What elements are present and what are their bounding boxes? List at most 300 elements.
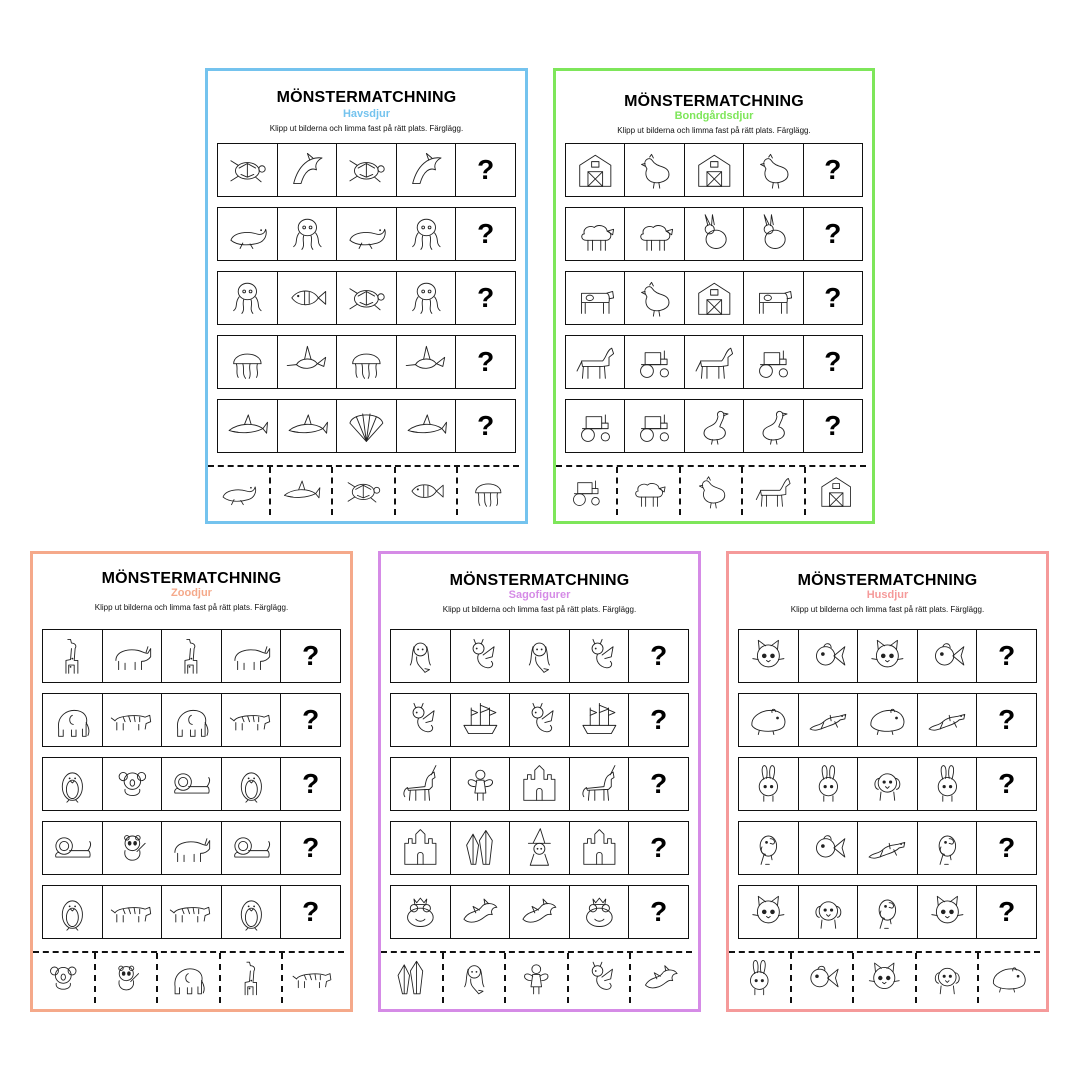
mermaid-icon xyxy=(513,633,566,679)
pirate-ship-icon xyxy=(454,697,507,743)
lion-icon xyxy=(225,825,278,871)
pattern-cell xyxy=(391,822,451,874)
pattern-cell xyxy=(570,630,630,682)
cutout-piece[interactable] xyxy=(444,953,507,1003)
worksheet-subtitle: Bondgårdsdjur xyxy=(674,110,754,122)
jellyfish-icon xyxy=(340,339,393,385)
cutout-piece[interactable] xyxy=(917,953,980,1003)
cutout-row xyxy=(381,951,692,1003)
cutout-piece[interactable] xyxy=(283,953,344,1003)
parrot-icon xyxy=(861,889,914,935)
elephant-icon xyxy=(161,956,216,1000)
hen-icon xyxy=(684,470,738,512)
pattern-cell xyxy=(218,144,278,196)
shark-icon xyxy=(274,470,329,512)
question-mark: ? xyxy=(998,832,1016,863)
pattern-cell xyxy=(162,758,222,810)
pattern-cell xyxy=(685,208,744,260)
cutout-piece[interactable] xyxy=(506,953,569,1003)
answer-cell[interactable] xyxy=(804,336,862,388)
mermaid-icon xyxy=(394,633,447,679)
pattern-cell xyxy=(391,758,451,810)
answer-cell[interactable] xyxy=(456,208,515,260)
guinea-pig-icon xyxy=(861,697,914,743)
pattern-cell xyxy=(103,886,163,938)
bunny-icon xyxy=(921,761,974,807)
cutout-piece[interactable] xyxy=(681,467,743,515)
pattern-cell xyxy=(391,886,451,938)
lizard-icon xyxy=(861,825,914,871)
pattern-cell xyxy=(739,758,799,810)
shark-icon xyxy=(400,403,453,449)
pattern-cell xyxy=(337,144,397,196)
answer-cell[interactable] xyxy=(977,630,1036,682)
penguin-icon xyxy=(46,761,99,807)
pattern-row xyxy=(390,693,689,747)
pattern-cell xyxy=(103,694,163,746)
pattern-cell xyxy=(566,272,625,324)
turtle-icon xyxy=(221,147,274,193)
crystal-icon xyxy=(384,956,439,1000)
worksheet-title: MÖNSTERMATCHNING xyxy=(276,89,457,106)
horse-icon xyxy=(746,470,800,512)
pattern-cell xyxy=(625,400,684,452)
pattern-cell xyxy=(218,400,278,452)
answer-cell[interactable] xyxy=(629,822,688,874)
seal-icon xyxy=(211,470,266,512)
kitten-icon xyxy=(857,956,912,1000)
turtle-icon xyxy=(340,275,393,321)
pattern-row xyxy=(738,885,1037,939)
answer-cell[interactable] xyxy=(281,694,340,746)
cutout-piece[interactable] xyxy=(569,953,632,1003)
pattern-cell xyxy=(739,822,799,874)
sheep-icon xyxy=(628,211,681,257)
mermaid-icon xyxy=(447,956,502,1000)
answer-cell[interactable] xyxy=(804,400,862,452)
dolphin-icon xyxy=(400,147,453,193)
bunny-icon xyxy=(732,956,787,1000)
pattern-cell xyxy=(918,822,978,874)
question-mark: ? xyxy=(998,768,1016,799)
worksheet-subtitle: Havsdjur xyxy=(342,108,391,120)
pattern-cell xyxy=(451,758,511,810)
cutout-piece[interactable] xyxy=(333,467,396,515)
pattern-cell xyxy=(510,758,570,810)
hen-icon xyxy=(628,147,681,193)
dragon-icon xyxy=(513,697,566,743)
cutout-piece[interactable] xyxy=(854,953,917,1003)
pattern-cell xyxy=(744,208,803,260)
puppy-icon xyxy=(802,889,855,935)
pattern-cell xyxy=(451,886,511,938)
answer-cell[interactable] xyxy=(977,758,1036,810)
pattern-cell xyxy=(625,336,684,388)
pattern-cell xyxy=(162,822,222,874)
dolphin-icon xyxy=(281,147,334,193)
shark-icon xyxy=(221,403,274,449)
tractor-icon xyxy=(628,403,681,449)
pattern-cell xyxy=(918,630,978,682)
pattern-cell xyxy=(451,694,511,746)
question-mark: ? xyxy=(998,704,1016,735)
answer-cell[interactable] xyxy=(977,822,1036,874)
pattern-cell xyxy=(685,272,744,324)
pirate-ship-icon xyxy=(573,697,626,743)
cutout-piece[interactable] xyxy=(618,467,680,515)
pattern-cell xyxy=(858,630,918,682)
guinea-pig-icon xyxy=(982,956,1037,1000)
pattern-cell xyxy=(218,208,278,260)
shell-icon xyxy=(340,403,393,449)
tractor-icon xyxy=(569,403,622,449)
barn-icon xyxy=(569,147,622,193)
pattern-cell xyxy=(739,630,799,682)
kitten-icon xyxy=(742,889,795,935)
pattern-cell xyxy=(278,208,338,260)
cutout-piece[interactable] xyxy=(556,467,618,515)
pattern-cell xyxy=(278,400,338,452)
giraffe-icon xyxy=(165,633,218,679)
pattern-cell xyxy=(799,758,859,810)
giraffe-icon xyxy=(224,956,279,1000)
jellyfish-icon xyxy=(461,470,516,512)
pattern-row xyxy=(42,693,341,747)
answer-cell[interactable] xyxy=(804,272,862,324)
question-mark: ? xyxy=(650,768,668,799)
answer-cell[interactable] xyxy=(804,144,862,196)
pattern-cell xyxy=(858,694,918,746)
cutout-piece[interactable] xyxy=(458,467,519,515)
question-mark: ? xyxy=(650,640,668,671)
pattern-cell xyxy=(391,630,451,682)
answer-cell[interactable] xyxy=(456,272,515,324)
pattern-cell xyxy=(397,336,457,388)
barn-icon xyxy=(688,275,741,321)
rhino-icon xyxy=(106,633,159,679)
castle-icon xyxy=(513,761,566,807)
question-mark: ? xyxy=(824,346,842,377)
answer-cell[interactable] xyxy=(804,208,862,260)
puppy-icon xyxy=(861,761,914,807)
answer-cell[interactable] xyxy=(977,886,1036,938)
worksheet-bondgardsdjur xyxy=(553,68,875,524)
pattern-row xyxy=(217,143,516,197)
pattern-cell xyxy=(451,822,511,874)
kitten-icon xyxy=(742,633,795,679)
pattern-cell xyxy=(858,758,918,810)
answer-cell[interactable] xyxy=(281,630,340,682)
cutout-piece[interactable] xyxy=(743,467,805,515)
octopus-icon xyxy=(221,275,274,321)
kitten-icon xyxy=(921,889,974,935)
answer-cell[interactable] xyxy=(281,758,340,810)
worksheet-title: MÖNSTERMATCHNING xyxy=(449,572,630,589)
pattern-cell xyxy=(397,272,457,324)
turtle-icon xyxy=(336,470,391,512)
pattern-cell xyxy=(510,822,570,874)
swordfish-icon xyxy=(281,339,334,385)
pattern-cell xyxy=(566,336,625,388)
cutout-row xyxy=(556,465,866,515)
pattern-row xyxy=(565,143,863,197)
answer-cell[interactable] xyxy=(281,822,340,874)
worksheet-title: MÖNSTERMATCHNING xyxy=(624,93,804,110)
pattern-cell xyxy=(625,272,684,324)
pattern-cell xyxy=(570,886,630,938)
question-mark: ? xyxy=(302,896,320,927)
pattern-row xyxy=(390,629,689,683)
answer-cell[interactable] xyxy=(281,886,340,938)
pattern-cell xyxy=(566,208,625,260)
question-mark: ? xyxy=(477,346,495,377)
worksheet-subtitle: Husdjur xyxy=(866,589,909,601)
fairy-icon xyxy=(509,956,564,1000)
pattern-cell xyxy=(397,400,457,452)
pattern-cell xyxy=(43,630,103,682)
unicorn-icon xyxy=(573,761,626,807)
cutout-piece[interactable] xyxy=(33,953,96,1003)
pattern-cell xyxy=(218,272,278,324)
lizard-icon xyxy=(921,697,974,743)
pattern-cell xyxy=(799,694,859,746)
rabbit-icon xyxy=(688,211,741,257)
pattern-cell xyxy=(570,694,630,746)
tiger-icon xyxy=(165,889,218,935)
worksheet-husdjur xyxy=(726,551,1049,1012)
pattern-cell xyxy=(222,630,282,682)
bunny-icon xyxy=(802,761,855,807)
pattern-cell xyxy=(510,886,570,938)
pattern-row xyxy=(42,821,341,875)
hen-icon xyxy=(628,275,681,321)
question-mark: ? xyxy=(650,896,668,927)
answer-cell[interactable] xyxy=(456,336,515,388)
pattern-cell xyxy=(566,400,625,452)
answer-cell[interactable] xyxy=(629,694,688,746)
pattern-cell xyxy=(103,758,163,810)
octopus-icon xyxy=(281,211,334,257)
pattern-row xyxy=(42,885,341,939)
pattern-cell xyxy=(337,208,397,260)
dragon-icon xyxy=(454,633,507,679)
cow-icon xyxy=(747,275,800,321)
cutout-piece[interactable] xyxy=(631,953,692,1003)
tiger-icon xyxy=(225,697,278,743)
question-mark: ? xyxy=(824,218,842,249)
answer-cell[interactable] xyxy=(456,400,515,452)
answer-cell[interactable] xyxy=(456,144,515,196)
worksheet-instruction: Klipp ut bilderna och limma fast på rätt plats. Färglägg. xyxy=(269,124,464,133)
pattern-cell xyxy=(685,400,744,452)
octopus-icon xyxy=(400,275,453,321)
pattern-cell xyxy=(510,694,570,746)
pattern-row xyxy=(217,335,516,389)
cutout-piece[interactable] xyxy=(396,467,459,515)
tiger-icon xyxy=(106,697,159,743)
pattern-row xyxy=(738,629,1037,683)
tractor-icon xyxy=(747,339,800,385)
rhino-icon xyxy=(165,825,218,871)
lizard-icon xyxy=(802,697,855,743)
pattern-row xyxy=(738,693,1037,747)
pattern-cell xyxy=(744,400,803,452)
pattern-cell xyxy=(391,694,451,746)
puppy-icon xyxy=(920,956,975,1000)
cutout-piece[interactable] xyxy=(271,467,334,515)
answer-cell[interactable] xyxy=(629,630,688,682)
worksheet-instruction: Klipp ut bilderna och limma fast på rätt plats. Färglägg. xyxy=(94,603,289,612)
pattern-cell xyxy=(43,694,103,746)
pattern-cell xyxy=(570,822,630,874)
question-mark: ? xyxy=(477,218,495,249)
pattern-cell xyxy=(397,144,457,196)
pattern-cell xyxy=(337,336,397,388)
goldfish-icon xyxy=(802,633,855,679)
hen-icon xyxy=(747,147,800,193)
cutout-piece[interactable] xyxy=(806,467,866,515)
pattern-row xyxy=(565,399,863,453)
worksheet-subtitle: Sagofigurer xyxy=(508,589,571,601)
worksheet-subtitle: Zoodjur xyxy=(171,587,212,599)
jellyfish-icon xyxy=(221,339,274,385)
horse-icon xyxy=(688,339,741,385)
elephant-icon xyxy=(165,697,218,743)
cutout-piece[interactable] xyxy=(792,953,855,1003)
pattern-cell xyxy=(799,630,859,682)
crystal-icon xyxy=(454,825,507,871)
sea-dragon-icon xyxy=(513,889,566,935)
pattern-row xyxy=(217,207,516,261)
cutout-row xyxy=(33,951,344,1003)
lion-icon xyxy=(165,761,218,807)
giraffe-icon xyxy=(46,633,99,679)
question-mark: ? xyxy=(302,768,320,799)
cutout-piece[interactable] xyxy=(979,953,1040,1003)
worksheet-sagofigurer xyxy=(378,551,701,1012)
sea-dragon-icon xyxy=(454,889,507,935)
worksheet-title: MÖNSTERMATCHNING xyxy=(797,572,978,589)
lion-icon xyxy=(46,825,99,871)
fish-icon xyxy=(281,275,334,321)
pattern-row xyxy=(217,399,516,453)
pattern-row xyxy=(390,885,689,939)
pattern-row xyxy=(217,271,516,325)
pattern-row xyxy=(42,757,341,811)
pattern-row xyxy=(565,207,863,261)
frog-prince-icon xyxy=(394,889,447,935)
question-mark: ? xyxy=(477,154,495,185)
pattern-cell xyxy=(918,758,978,810)
pattern-cell xyxy=(43,886,103,938)
pattern-row xyxy=(390,757,689,811)
cutout-piece[interactable] xyxy=(221,953,284,1003)
answer-cell[interactable] xyxy=(977,694,1036,746)
pattern-row xyxy=(738,757,1037,811)
shark-icon xyxy=(281,403,334,449)
cutout-piece[interactable] xyxy=(729,953,792,1003)
worksheet-instruction: Klipp ut bilderna och limma fast på rätt plats. Färglägg. xyxy=(442,605,637,614)
witch-icon xyxy=(513,825,566,871)
rhino-icon xyxy=(225,633,278,679)
koala-icon xyxy=(36,956,91,1000)
pattern-cell xyxy=(162,694,222,746)
pattern-cell xyxy=(397,208,457,260)
barn-icon xyxy=(688,147,741,193)
pattern-cell xyxy=(918,694,978,746)
pattern-cell xyxy=(858,886,918,938)
penguin-icon xyxy=(46,889,99,935)
fish-icon xyxy=(399,470,454,512)
tiger-icon xyxy=(106,889,159,935)
tractor-icon xyxy=(559,470,613,512)
seal-icon xyxy=(221,211,274,257)
pattern-row xyxy=(565,271,863,325)
pattern-row xyxy=(565,335,863,389)
pattern-cell xyxy=(685,144,744,196)
dragon-icon xyxy=(573,633,626,679)
question-mark: ? xyxy=(998,896,1016,927)
pattern-cell xyxy=(799,822,859,874)
question-mark: ? xyxy=(477,282,495,313)
pattern-cell xyxy=(222,886,282,938)
pattern-cell xyxy=(799,886,859,938)
question-mark: ? xyxy=(824,282,842,313)
pattern-cell xyxy=(278,272,338,324)
worksheet-instruction: Klipp ut bilderna och limma fast på rätt plats. Färglägg. xyxy=(617,126,811,135)
cutout-piece[interactable] xyxy=(158,953,221,1003)
answer-cell[interactable] xyxy=(629,886,688,938)
cutout-piece[interactable] xyxy=(381,953,444,1003)
pattern-cell xyxy=(222,758,282,810)
cutout-piece[interactable] xyxy=(96,953,159,1003)
worksheet-instruction: Klipp ut bilderna och limma fast på rätt plats. Färglägg. xyxy=(790,605,985,614)
octopus-icon xyxy=(400,211,453,257)
pattern-cell xyxy=(103,630,163,682)
kitten-icon xyxy=(861,633,914,679)
question-mark: ? xyxy=(302,704,320,735)
question-mark: ? xyxy=(998,640,1016,671)
pattern-cell xyxy=(739,694,799,746)
castle-icon xyxy=(573,825,626,871)
question-mark: ? xyxy=(302,832,320,863)
pattern-cell xyxy=(858,822,918,874)
cutout-piece[interactable] xyxy=(208,467,271,515)
pattern-cell xyxy=(278,336,338,388)
tiger-icon xyxy=(286,956,341,1000)
dragon-icon xyxy=(394,697,447,743)
pattern-cell xyxy=(222,694,282,746)
pattern-cell xyxy=(218,336,278,388)
pattern-row xyxy=(390,821,689,875)
question-mark: ? xyxy=(824,154,842,185)
answer-cell[interactable] xyxy=(629,758,688,810)
penguin-icon xyxy=(225,889,278,935)
question-mark: ? xyxy=(302,640,320,671)
pattern-cell xyxy=(744,272,803,324)
pattern-cell xyxy=(510,630,570,682)
bunny-icon xyxy=(742,761,795,807)
pattern-cell xyxy=(451,630,511,682)
turtle-icon xyxy=(340,147,393,193)
castle-icon xyxy=(394,825,447,871)
pattern-cell xyxy=(337,272,397,324)
pattern-row xyxy=(42,629,341,683)
pattern-cell xyxy=(222,822,282,874)
swordfish-icon xyxy=(400,339,453,385)
worksheet-zoodjur xyxy=(30,551,353,1012)
question-mark: ? xyxy=(650,832,668,863)
